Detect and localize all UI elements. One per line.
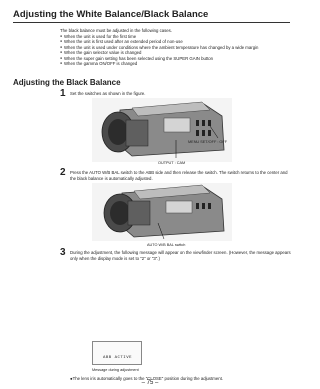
figure1-label-output: OUTPUT : CAM xyxy=(158,161,186,165)
intro-lead: The black balance must be adjusted in the following cases. xyxy=(60,28,173,33)
camera-figure-2 xyxy=(92,183,232,241)
intro-bullet: ● When the gamma ON/OFF is changed xyxy=(60,61,292,67)
viewfinder-screen xyxy=(92,341,142,365)
intro-block xyxy=(60,28,292,67)
intro-bullet: ● When the gain selector value is changed xyxy=(60,50,292,56)
figure2-label: AUTO W/B BAL switch xyxy=(147,243,186,247)
step-number: 1 xyxy=(60,88,66,99)
intro-bullet: ● When the unit is used for the first time xyxy=(60,34,292,40)
step-number: 2 xyxy=(60,167,66,178)
viewfinder-message: ABB ACTIVE xyxy=(103,356,133,360)
intro-bullet-list xyxy=(60,34,292,67)
final-note-text: The lens iris automatically goes to the "CLOSE" position during the adjustment. xyxy=(72,376,224,381)
bullet-glyph: ● xyxy=(70,376,73,381)
viewfinder-caption: Message during adjustment xyxy=(92,368,139,372)
heading-rule xyxy=(13,22,290,23)
intro-bullet: ● When the unit is first used after an extended period of non-use xyxy=(60,39,292,45)
intro-bullet: ● When the super gain setting has been selected using the SUPER GAIN button xyxy=(60,56,292,62)
step-text: Set the switches as shown in the figure. xyxy=(70,91,146,96)
page-number: – 75 – xyxy=(141,380,159,386)
intro-bullet: ● When the unit is used under conditions where the ambient temperature has changed by a wide margin xyxy=(60,45,292,51)
figure1-label-menu: MENU SET/OFF : OFF xyxy=(188,140,228,144)
page-heading: Adjusting the White Balance/Black Balance xyxy=(13,9,209,20)
step-text: During the adjustment, the following message will appear on the viewfinder screen. (However, the message appears only when the display mode is set to "2" or "3".) xyxy=(70,250,291,261)
section-title: Adjusting the Black Balance xyxy=(13,78,121,87)
camera-figure-1 xyxy=(92,98,232,162)
step-text: Press the AUTO W/B BAL switch to the ABB side and then release the switch. The switch returns to the center and the black balance is automatically adjusted. xyxy=(70,170,288,181)
step-number: 3 xyxy=(60,247,66,258)
